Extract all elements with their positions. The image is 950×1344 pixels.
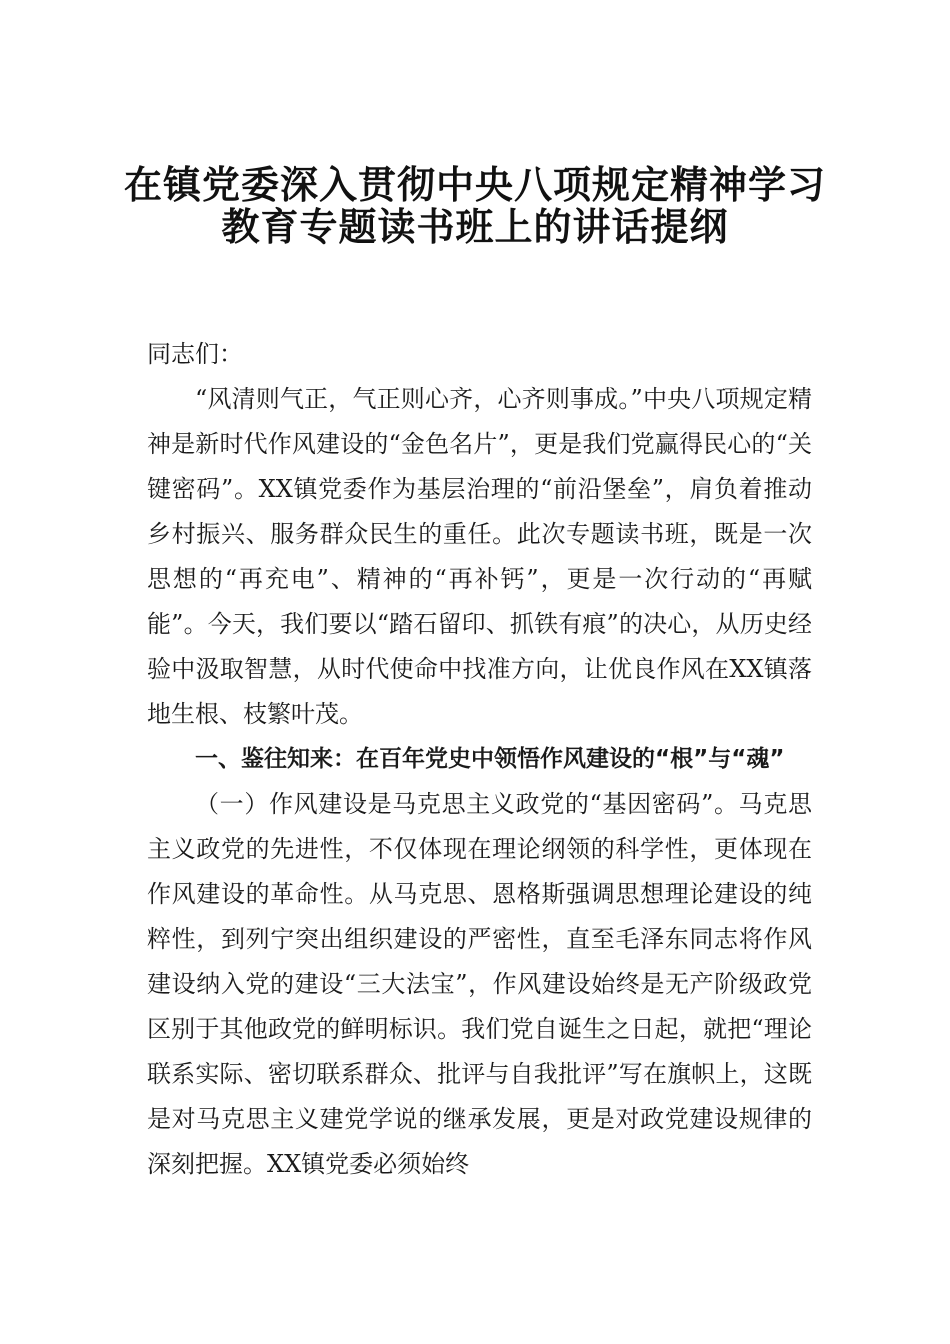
section-heading-1: 一、鉴往知来：在百年党史中领悟作风建设的“根”与“魂” — [195, 746, 785, 772]
subsection-paragraph-1: （一）作风建设是马克思主义政党的“基因密码”。马克思主义政党的先进性，不仅体现在理论纲领的科学性，更体现在作风建设的革命性。从马克思、恩格斯强调思想理论建设的纯粹性，到列宁突出组织建设的严密性，直至毛泽东同志将作风建设纳入党的建设“三大法宝”，作风建设始终是无产阶级政党区别于其他政党的鲜明标识。我们党自诞生之日起，就把“理论联系实际、密切联系群众、批评与自我批评”写在旗帜上，这既是对马克思主义建党学说的继承发展，更是对政党建设规律的深刻把握。XX镇党委必须始终 — [147, 790, 812, 1178]
document-title-line-1: 在镇党委深入贯彻中央八项规定精神学习 — [123, 162, 826, 207]
document-body — [147, 332, 812, 1187]
document-title-line-2: 教育专题读书班上的讲话提纲 — [221, 204, 729, 249]
opening-paragraph: “风清则气正，气正则心齐，心齐则事成。”中央八项规定精神是新时代作风建设的“金色名片”，更是我们党赢得民心的“关键密码”。XX镇党委作为基层治理的“前沿堡垒”，肩负着推动乡村振兴、服务群众民生的重任。此次专题读书班，既是一次思想的“再充电”、精神的“再补钙”，更是一次行动的“再赋能”。今天，我们要以“踏石留印、抓铁有痕”的决心，从历史经验中汲取智慧，从时代使命中找准方向，让优良作风在XX镇落地生根、枝繁叶茂。 — [147, 385, 812, 728]
salutation: 同志们： — [147, 340, 243, 368]
